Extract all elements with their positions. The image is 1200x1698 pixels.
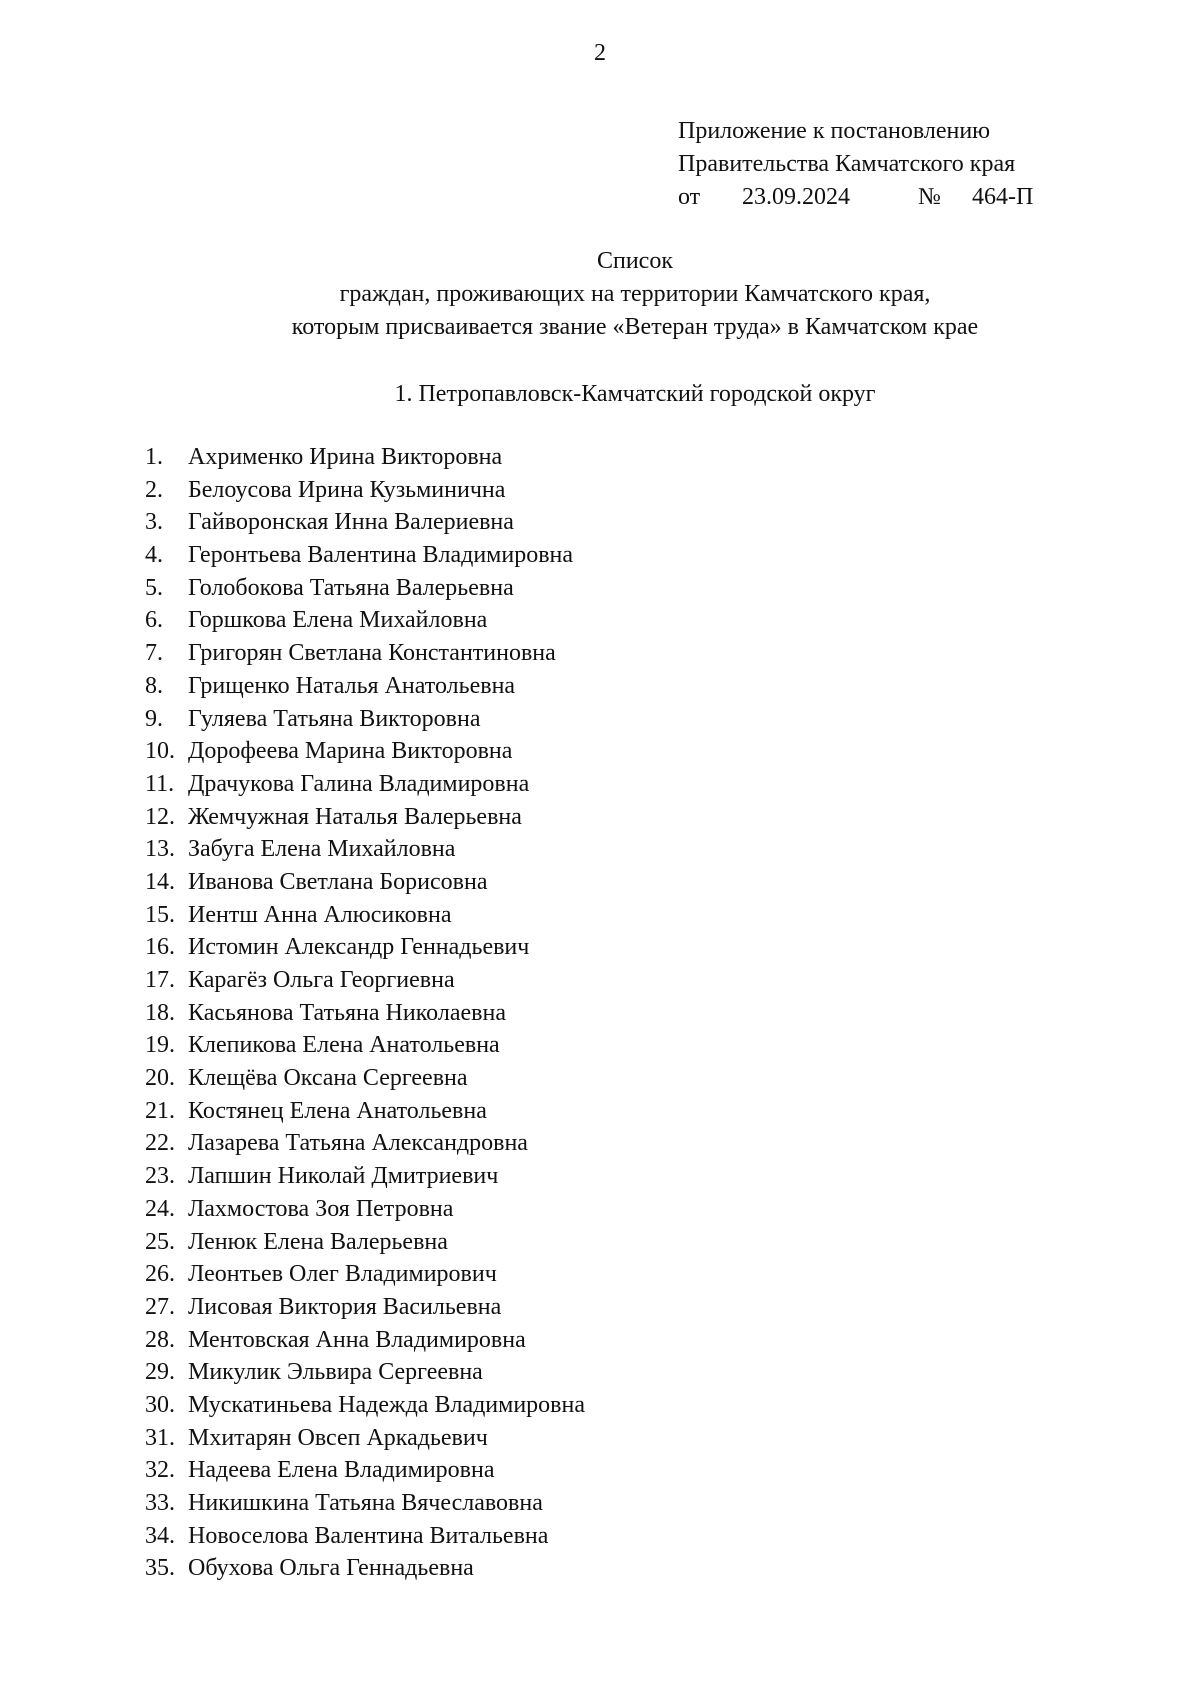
list-item: [145, 1029, 585, 1062]
list-item: [145, 1062, 585, 1095]
list-item-number: 6.: [145, 607, 163, 634]
list-item: [145, 1095, 585, 1128]
list-item: [145, 1520, 585, 1553]
list-item-name: Ленюк Елена Валерьевна: [188, 1228, 448, 1255]
list-item-name: Леонтьев Олег Владимирович: [188, 1261, 497, 1288]
document-number: 464-П: [972, 184, 1034, 210]
list-item-name: Голобокова Татьяна Валерьевна: [188, 574, 514, 601]
list-item-number: 25.: [145, 1228, 175, 1255]
list-item-number: 29.: [145, 1359, 175, 1386]
list-item: [145, 768, 585, 801]
list-item-name: Лапшин Николай Дмитриевич: [188, 1163, 499, 1190]
list-item-name: Григорян Светлана Константиновна: [188, 640, 556, 667]
list-item-name: Горшкова Елена Михайловна: [188, 607, 488, 634]
list-item-number: 26.: [145, 1261, 175, 1288]
list-item: [145, 474, 585, 507]
list-item: [145, 1552, 585, 1585]
number-label: №: [918, 184, 941, 210]
list-item-number: 10.: [145, 738, 175, 765]
list-item-number: 27.: [145, 1293, 175, 1320]
list-item-name: Обухова Ольга Геннадьевна: [188, 1555, 474, 1582]
list-item: [145, 1160, 585, 1193]
from-label: от: [678, 184, 701, 210]
list-item-number: 28.: [145, 1326, 175, 1353]
list-item-number: 5.: [145, 574, 163, 601]
page-number: 2: [594, 40, 606, 66]
list-item: [145, 1127, 585, 1160]
list-item-number: 34.: [145, 1522, 175, 1549]
list-item: [145, 604, 585, 637]
appendix-line-2: Правительства Камчатского края: [678, 151, 1016, 177]
list-item-name: Новоселова Валентина Витальевна: [188, 1522, 549, 1549]
list-item: [145, 735, 585, 768]
list-item: [145, 1291, 585, 1324]
list-item: [145, 441, 585, 474]
list-item-name: Лазарева Татьяна Александровна: [188, 1130, 528, 1157]
list-item-number: 7.: [145, 640, 163, 667]
list-item-name: Ахрименко Ирина Викторовна: [188, 444, 503, 470]
title-line-3: которым присваивается звание «Ветеран труда» в Камчатском крае: [291, 314, 979, 340]
list-item-name: Геронтьева Валентина Владимировна: [188, 542, 574, 569]
list-item-name: Надеева Елена Владимировна: [188, 1457, 495, 1484]
list-item-number: 21.: [145, 1097, 175, 1124]
list-item: [145, 506, 585, 539]
list-item-name: Микулик Эльвира Сергеевна: [188, 1359, 483, 1386]
list-item-name: Лахмостова Зоя Петровна: [188, 1195, 454, 1222]
list-item: [145, 1389, 585, 1422]
list-item-name: Гайворонская Инна Валериевна: [188, 509, 514, 536]
list-item-name: Мускатиньева Надежда Владимировна: [188, 1391, 586, 1418]
list-item-name: Грищенко Наталья Анатольевна: [188, 672, 516, 699]
list-item: [145, 833, 585, 866]
list-item-name: Клепикова Елена Анатольевна: [188, 1032, 500, 1059]
list-item-name: Дорофеева Марина Викторовна: [188, 738, 513, 765]
list-item-name: Клещёва Оксана Сергеевна: [188, 1065, 468, 1092]
title-line-2: граждан, проживающих на территории Камчатского края,: [339, 281, 931, 307]
list-item-number: 1.: [145, 444, 163, 470]
list-item-name: Карагёз Ольга Георгиевна: [188, 967, 455, 993]
list-item-name: Лисовая Виктория Васильевна: [188, 1293, 502, 1320]
section-heading: 1. Петропавловск-Камчатский городской округ: [394, 381, 876, 407]
list-item: [145, 1422, 585, 1455]
list-item-name: Костянец Елена Анатольевна: [188, 1097, 487, 1124]
list-item: [145, 801, 585, 834]
list-item: [145, 670, 585, 703]
list-item-number: 18.: [145, 999, 175, 1026]
list-item: [145, 1193, 585, 1226]
list-item-name: Белоусова Ирина Кузьминична: [188, 476, 506, 503]
list-item: [145, 1258, 585, 1291]
list-item: [145, 539, 585, 572]
list-item-name: Истомин Александр Геннадьевич: [188, 934, 530, 961]
list-item: [145, 1324, 585, 1357]
list-item: [145, 1487, 585, 1520]
list-item-number: 12.: [145, 803, 175, 830]
list-item: [145, 1226, 585, 1259]
list-item: [145, 899, 585, 932]
list-item-number: 8.: [145, 672, 163, 699]
list-item: [145, 964, 585, 997]
list-item: [145, 572, 585, 605]
list-item-number: 19.: [145, 1032, 175, 1059]
list-item: [145, 866, 585, 899]
list-item-number: 16.: [145, 934, 175, 961]
list-item-name: Иванова Светлана Борисовна: [188, 868, 488, 895]
list-item: [145, 637, 585, 670]
list-item-number: 3.: [145, 509, 163, 536]
list-item-number: 32.: [145, 1457, 175, 1484]
list-item-number: 31.: [145, 1424, 175, 1451]
list-item: [145, 703, 585, 736]
list-item-name: Забуга Елена Михайловна: [188, 836, 456, 863]
list-item: [145, 1454, 585, 1487]
list-item-number: 35.: [145, 1555, 175, 1582]
person-list: [145, 441, 585, 1585]
list-item-number: 9.: [145, 705, 163, 732]
list-item-name: Никишкина Татьяна Вячеславовна: [188, 1490, 543, 1516]
list-item: [145, 931, 585, 964]
list-item-name: Жемчужная Наталья Валерьевна: [188, 803, 522, 830]
document-title: [0, 245, 1200, 344]
list-item: [145, 1356, 585, 1389]
list-item-number: 4.: [145, 542, 163, 569]
list-item-number: 23.: [145, 1163, 175, 1190]
appendix-header: [678, 115, 1034, 214]
list-item-number: 17.: [145, 967, 175, 993]
list-item-number: 22.: [145, 1130, 175, 1157]
list-item-name: Гуляева Татьяна Викторовна: [188, 705, 481, 732]
list-item-number: 11.: [145, 770, 175, 797]
list-item-number: 24.: [145, 1195, 175, 1222]
list-item-number: 30.: [145, 1391, 175, 1418]
title-line-1: Список: [596, 248, 673, 274]
list-item-number: 14.: [145, 868, 175, 895]
list-item-name: Мхитарян Овсеп Аркадьевич: [188, 1424, 488, 1451]
list-item-name: Иентш Анна Алюсиковна: [188, 901, 452, 928]
appendix-line-1: Приложение к постановлению: [678, 118, 991, 144]
list-item-number: 20.: [145, 1065, 175, 1092]
list-item-number: 2.: [145, 476, 163, 503]
list-item-number: 13.: [145, 836, 175, 863]
list-item: [145, 997, 585, 1030]
list-item-name: Драчукова Галина Владимировна: [188, 770, 530, 797]
list-item-number: 33.: [145, 1490, 175, 1516]
appendix-date-row: [678, 181, 1034, 214]
list-item-name: Касьянова Татьяна Николаевна: [188, 999, 506, 1026]
list-item-name: Ментовская Анна Владимировна: [188, 1326, 526, 1353]
list-item-number: 15.: [145, 901, 175, 928]
document-date: 23.09.2024: [742, 184, 850, 210]
